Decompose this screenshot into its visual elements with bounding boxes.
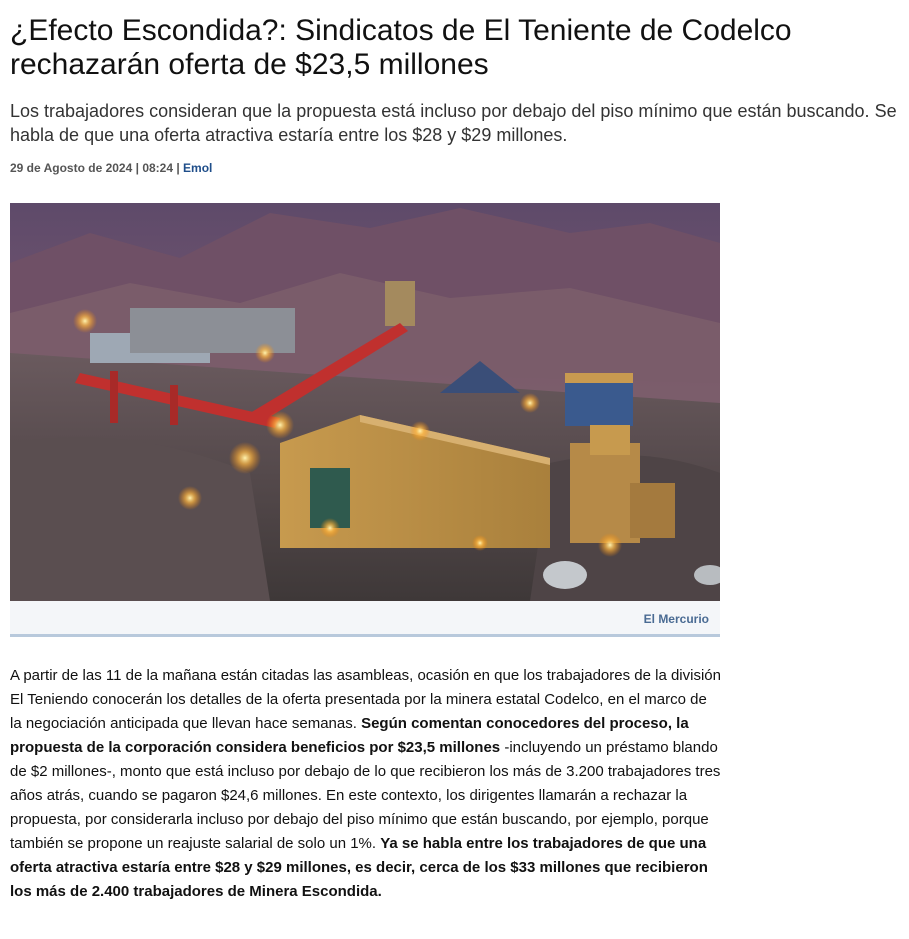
meta-separator: |: [173, 161, 184, 175]
article-source-link[interactable]: Emol: [183, 161, 213, 175]
body-text: A partir de las 11 de la mañana están citadas las asambleas, ocasión en que los trabajadores de la división El Teniendo conocerán los detalles de la oferta presentada por la minera estatal Codelco, en el marco de la negociación anticipada que llevan hace semanas.: [10, 667, 721, 732]
article-date: 29 de Agosto de 2024: [10, 161, 133, 175]
body-highlight: Ya se habla entre los trabajadores de que una oferta atractiva estaría entre $28 y $29 millones, es decir, cerca de los $33 millones que recibieron los más de 2.400 trabajadores de Minera Escondida.: [10, 835, 708, 900]
article-body: [10, 664, 722, 904]
body-text: -incluyendo un préstamo blando de $2 millones-, monto que está incluso por debajo de lo que recibieron los más de 3.200 trabajadores tres años atrás, cuando se pagaron $24,6 millones. En este contexto, los dirigentes llamarán a rechazar la propuesta, por considerarla incluso por debajo del piso mínimo que están buscando, por ejemplo, porque también se propone un reajuste salarial de solo un 1%.: [10, 739, 721, 852]
mine-plant-photo: [10, 203, 720, 601]
meta-separator: |: [132, 161, 143, 175]
article-title: ¿Efecto Escondida?: Sindicatos de El Teniente de Codelco rechazarán oferta de $23,5 millones: [10, 14, 792, 81]
photo-credit: El Mercurio: [643, 612, 709, 626]
article-subtitle: Los trabajadores consideran que la propuesta está incluso por debajo del piso mínimo que están buscando. Se habla de que una oferta atractiva estaría entre los $28 y $29 millones.: [10, 101, 897, 145]
article-time: 08:24: [142, 161, 174, 175]
article-figure: [10, 203, 720, 637]
body-highlight: Según comentan conocedores del proceso, la propuesta de la corporación considera beneficios por $23,5 millones: [10, 715, 689, 756]
article-meta: [10, 161, 212, 175]
